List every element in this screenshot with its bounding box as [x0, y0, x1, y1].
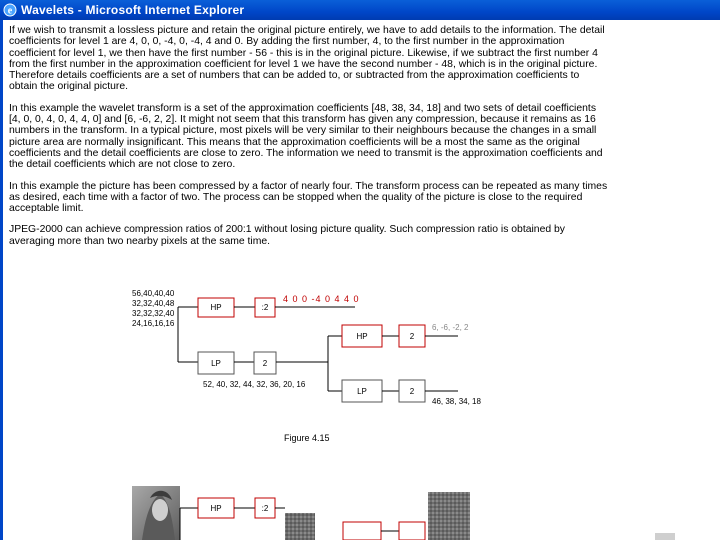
paragraph-3: In this example the picture has been compressed by a factor of nearly four. The transform process can be repeated as many times as desired, each time with a factor of two. The process can be stopped when the quality of the picture is close to the required acceptable limit.: [9, 180, 608, 215]
paragraph-4: JPEG-2000 can achieve compression ratios of 200:1 without losing picture quality. Such compression ratio is obtained by averaging more than two nearby pixels at the same time.: [9, 224, 566, 247]
paragraph-2: In this example the wavelet transform is a set of the approximation coefficients [48, 38, 34, 18] and two sets of detail coefficients [4, 0, 0, 4, 0, 4, 4, 0] and [6, -6, 2, 2]. It might not seem that this transform has given any compression, because it remains as 16 numbers in the transform. In a typical picture, most pixels will be very similar to their neighbours because the changes in a small picture area are normally insignificant. This means that the approximation coefficients will be a most the same as the original coefficients and the detail coefficients are close to zero. The information we need to transmit is the approximation coefficients and the detail coefficients which are not close to zero.: [9, 102, 603, 171]
detail-image: [285, 513, 315, 540]
figure-caption: Figure 4.15: [284, 433, 330, 443]
input-row-2: 32,32,40,48: [132, 299, 175, 308]
input-row-4: 24,16,16,16: [132, 319, 175, 328]
level1-approximation-coefficients: 52, 40, 32, 44, 32, 36, 20, 16: [203, 380, 306, 389]
bottom-level2-downsample-box: [399, 522, 425, 540]
input-row-3: 32,32,32,40: [132, 309, 175, 318]
level2-hp-downsample-label: 2: [409, 332, 415, 341]
level2-lp-downsample-label: 2: [409, 387, 415, 396]
level2-approximation-coefficients: 46, 38, 34, 18: [432, 397, 481, 406]
partial-image: [655, 533, 675, 540]
svg-text:e: e: [7, 5, 13, 17]
level2-detail-coefficients: 6, -6, -2, 2: [432, 323, 469, 332]
bottom-level2-filter-box: [343, 522, 381, 540]
downsample-label: :2: [261, 303, 269, 312]
window-title: Wavelets - Microsoft Internet Explorer: [21, 3, 245, 17]
lena-photo: [132, 486, 180, 540]
level2-hp-filter-label: HP: [356, 332, 368, 341]
input-row-1: 56,40,40,40: [132, 289, 175, 298]
lp-filter-label: LP: [211, 359, 221, 368]
bottom-hp-filter-label: HP: [210, 504, 222, 513]
lp-downsample-label: 2: [262, 359, 268, 368]
bottom-downsample-label: :2: [261, 504, 269, 513]
detail-image: [428, 492, 470, 540]
level2-lp-filter-label: LP: [357, 387, 367, 396]
level1-detail-coefficients: 4 0 0 -4 0 4 4 0: [283, 294, 360, 304]
hp-filter-label: HP: [210, 303, 222, 312]
paragraph-1: If we wish to transmit a lossless picture and retain the original picture entirely, we have to add details to the information. The detail coefficients for level 1 are 4, 0, 0, -4, 0, -4, 4 and 0. By adding the first number, 4, to the first number in the approximation coefficient for level 1, we then have the first number - 56 - this is in the original picture. Likewise, if we subtract the first number 4 from the first number in the approximation coefficient for level 1 we have the second number - 48, which is in the original picture. Therefore details coefficients are a set of numbers that can be added to, or subtracted from the approximation coefficients to obtain the original picture.: [9, 25, 605, 93]
